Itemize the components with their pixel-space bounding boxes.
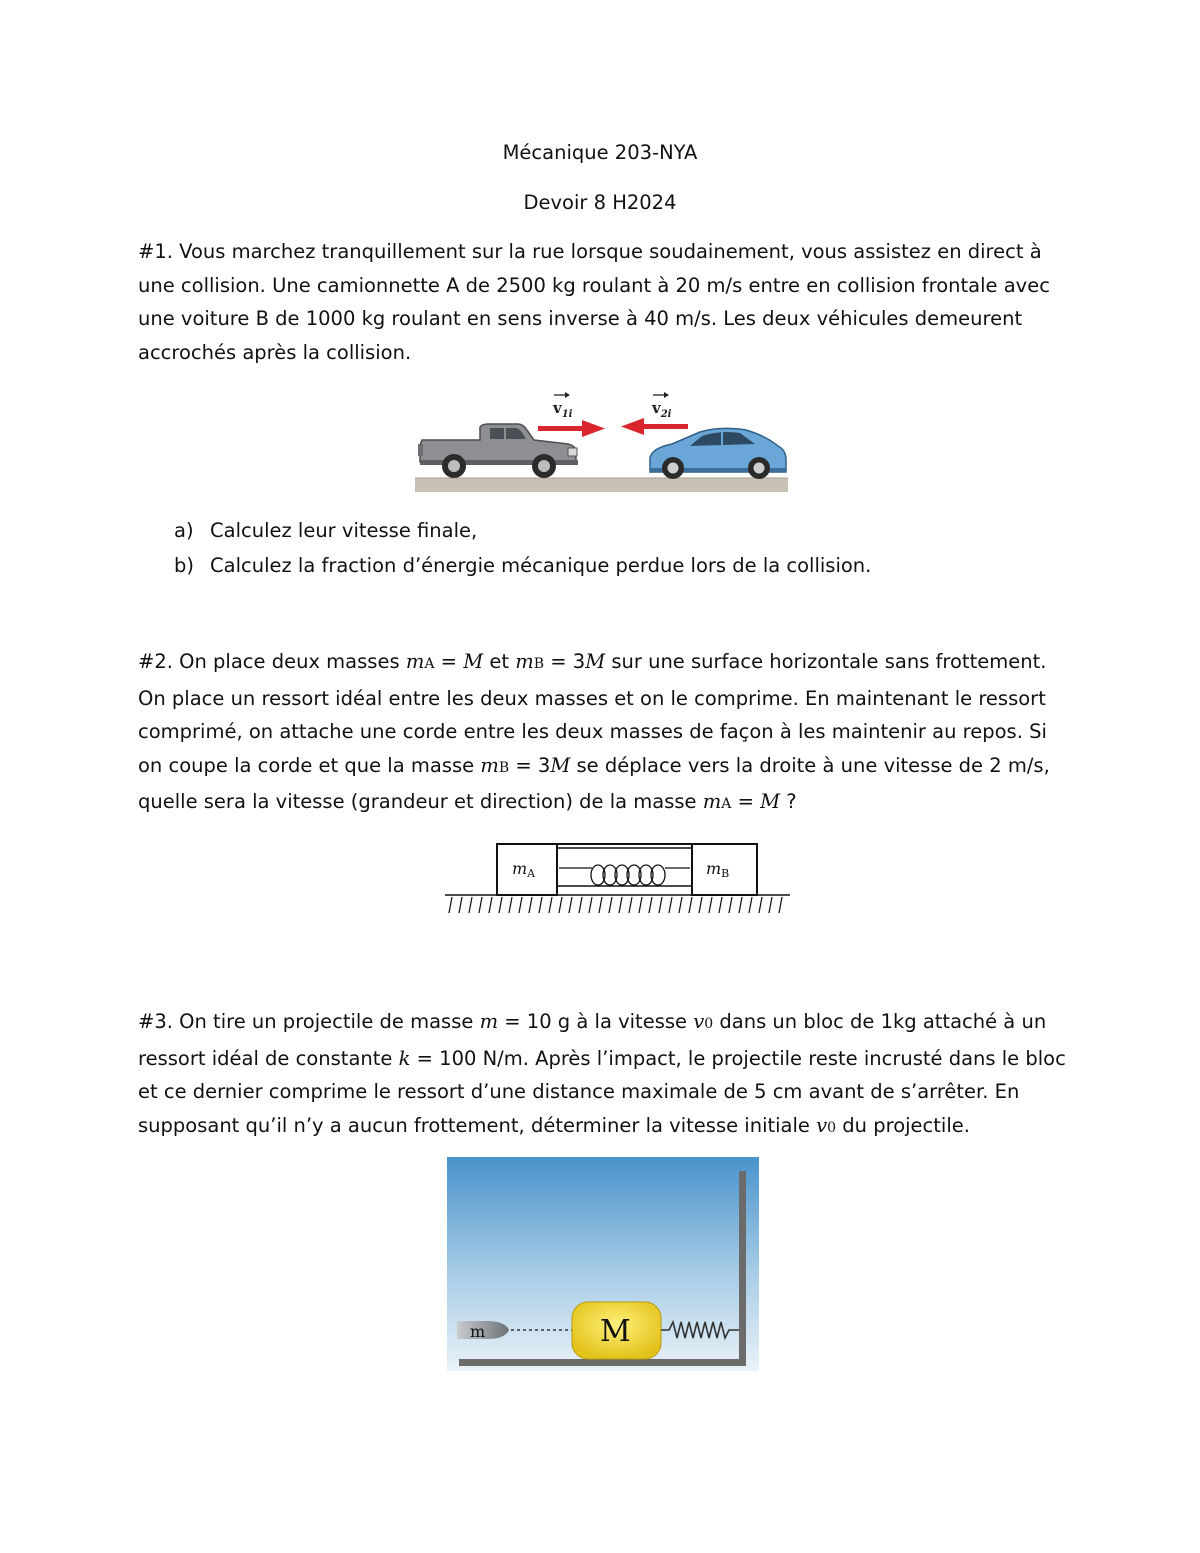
bullet-label: m [470, 1322, 486, 1341]
floor [459, 1359, 746, 1366]
assignment-title: Devoir 8 H2024 [523, 191, 677, 214]
v1-label: $v_{1i}$ [553, 399, 573, 420]
question-text: Calculez la fraction d’énergie mécanique perdue lors de la collision. [210, 554, 872, 577]
problem-2-text: #2. On place deux masses mA = M et mB = 3M sur une surface horizontale sans frottement. On place un ressort idéal entre les deux masses et on le comprime. En maintenant le ressort comprimé, on attache une corde entre les deux masses de façon à les maintenir au repos. Si on coupe la corde et que la masse mB = 3M se déplace vers la droite à une vitesse de 2 m/s, quelle sera la vitesse (grandeur et direction) de la masse mA = M ? [138, 650, 1050, 813]
question-b [174, 548, 871, 583]
floor-hatching [449, 897, 782, 913]
problem-1-questions [174, 513, 871, 583]
collision-figure [410, 388, 795, 498]
blue-car [650, 428, 786, 479]
question-a [174, 513, 871, 548]
spring-masses-figure [440, 835, 795, 917]
road-ground [415, 478, 788, 492]
velocity-arrow-left [621, 418, 688, 435]
problem-3-text: #3. On tire un projectile de masse m = 10 g à la vitesse v0 dans un bloc de 1kg attaché à un ressort idéal de constante k = 100 N/m. Après l’impact, le projectile reste incrusté dans le bloc et ce dernier comprime le ressort d’une distance maximale de 5 cm avant de s’arrêter. En supposant qu’il n’y a aucun frottement, déterminer la vitesse initiale v0 du projectile. [138, 1010, 1066, 1137]
mass-a-label: mA [512, 859, 536, 880]
pickup-truck [418, 424, 578, 478]
projectile-block-figure [447, 1157, 759, 1371]
course-title: Mécanique 203-NYA [502, 141, 698, 164]
question-marker: b) [174, 554, 194, 577]
question-marker: a) [174, 519, 194, 542]
mass-b-label: mB [706, 859, 730, 880]
problem-1-text: #1. Vous marchez tranquillement sur la rue lorsque soudainement, vous assistez en direct à une collision. Une camionnette A de 2500 kg roulant à 20 m/s entre en collision frontale avec une voiture B de 1000 kg roulant en sens inverse à 40 m/s. Les deux véhicules demeurent accrochés après la collision. [138, 240, 1050, 364]
question-text: Calculez leur vitesse finale, [210, 519, 478, 542]
v2-label: $v_{2i}$ [652, 399, 672, 420]
velocity-arrow-right [538, 420, 605, 437]
wall [739, 1171, 746, 1365]
block-label: M [600, 1314, 631, 1349]
compressed-spring [559, 865, 690, 885]
